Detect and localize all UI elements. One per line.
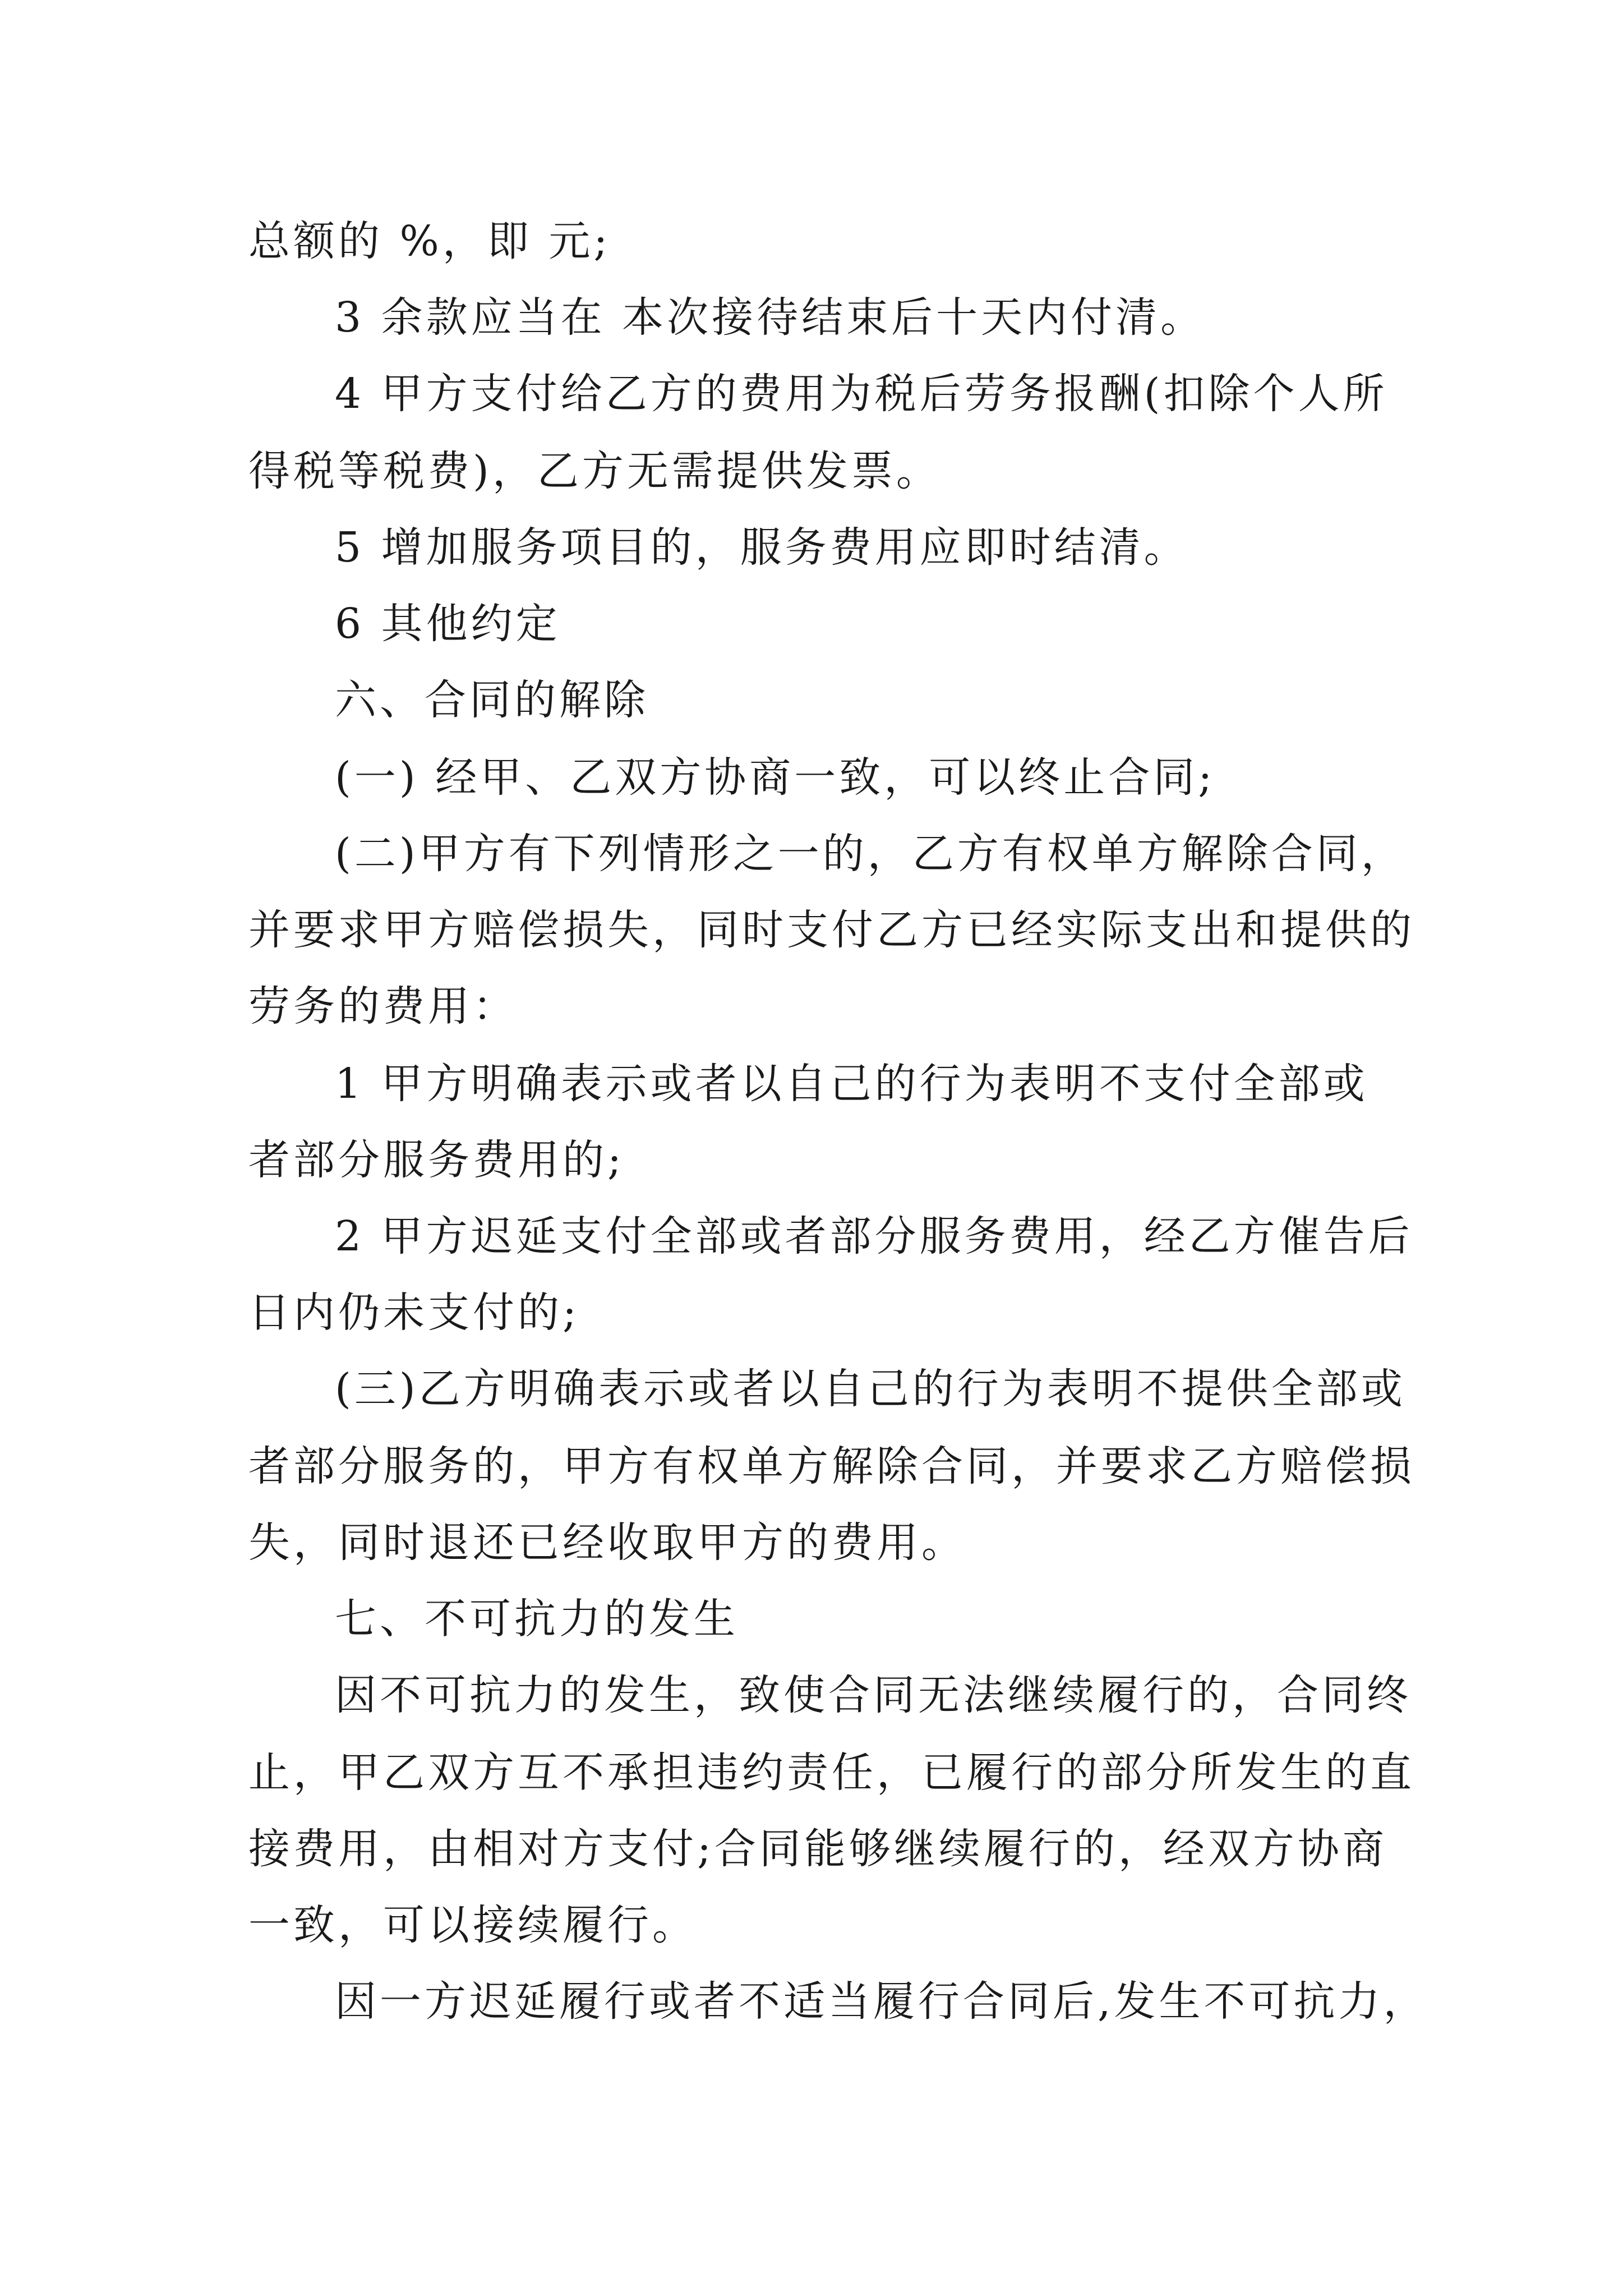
text-line: 总额的 %，即 元; — [248, 217, 611, 265]
text-line: 者部分服务费用的; — [248, 1136, 625, 1184]
text-line: 5 增加服务项目的，服务费用应即时结清。 — [335, 523, 1189, 572]
text-line: 得税等税费)，乙方无需提供发票。 — [248, 447, 941, 495]
text-line: (三)乙方明确表示或者以自己的行为表明不提供全部或 — [335, 1365, 1406, 1413]
text-line: 者部分服务的，甲方有权单方解除合同，并要求乙方赔偿损 — [248, 1442, 1415, 1490]
text-line: 一致，可以接续履行。 — [248, 1901, 697, 1949]
text-line: (二)甲方有下列情形之一的，乙方有权单方解除合同， — [335, 830, 1406, 878]
text-line: 失，同时退还已经收取甲方的费用。 — [248, 1519, 966, 1567]
text-line: 3 余款应当在 本次接待结束后十天内付清。 — [335, 293, 1206, 342]
text-line: 6 其他约定 — [335, 600, 561, 648]
text-line: 劳务的费用： — [248, 982, 518, 1030]
text-line: 因不可抗力的发生，致使合同无法继续履行的，合同终 — [335, 1671, 1412, 1719]
text-line: 2 甲方迟延支付全部或者部分服务费用，经乙方催告后 — [335, 1212, 1413, 1260]
section-heading: 七、不可抗力的发生 — [335, 1595, 739, 1643]
text-line: 日内仍未支付的; — [248, 1289, 580, 1337]
text-line: 接费用，由相对方支付;合同能够继续履行的，经双方协商 — [248, 1825, 1387, 1873]
section-heading: 六、合同的解除 — [335, 676, 649, 724]
text-line: 并要求甲方赔偿损失，同时支付乙方已经实际支出和提供的 — [248, 906, 1415, 954]
text-line: (一) 经甲、乙双方协商一致，可以终止合同; — [335, 753, 1216, 802]
text-line: 因一方迟延履行或者不适当履行合同后,发生不可抗力， — [335, 1977, 1428, 2026]
text-line: 止，甲乙双方互不承担违约责任，已履行的部分所发生的直 — [248, 1749, 1415, 1797]
text-line: 1 甲方明确表示或者以自己的行为表明不支付全部或 — [335, 1060, 1368, 1108]
text-line: 4 甲方支付给乙方的费用为税后劳务报酬(扣除个人所 — [335, 370, 1388, 418]
